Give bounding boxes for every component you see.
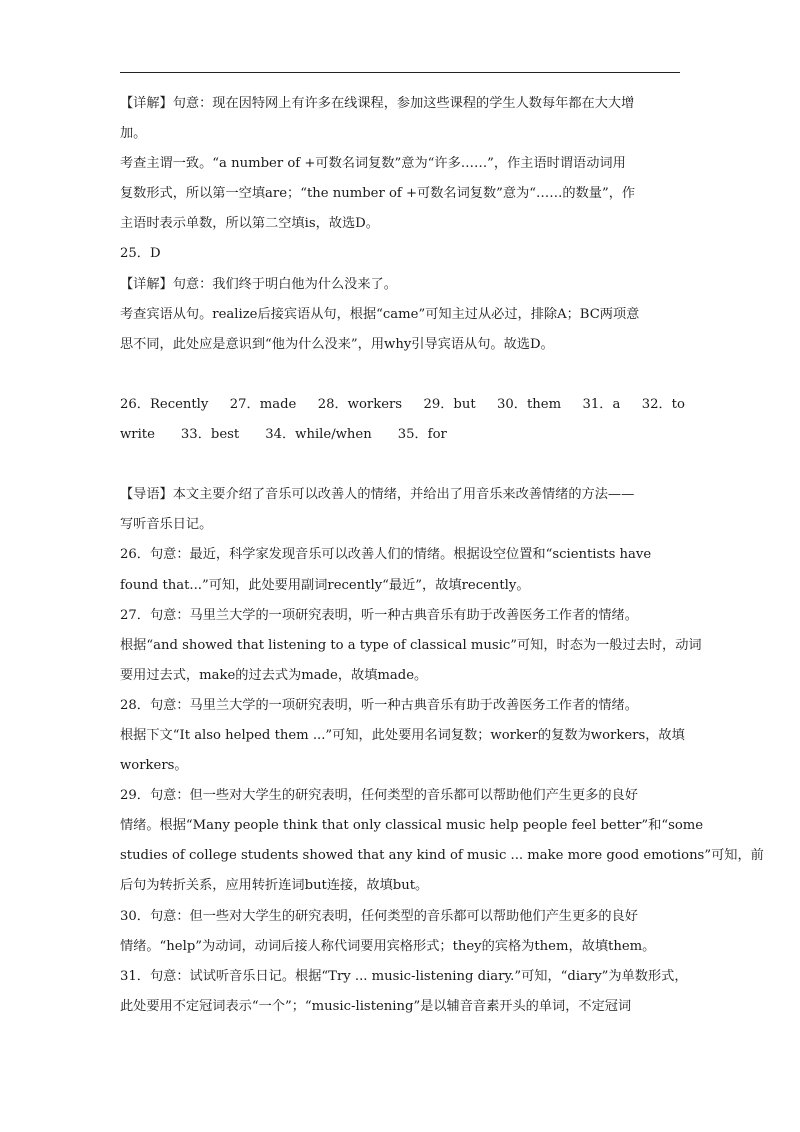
text-line: 26．句意：最近，科学家发现音乐可以改善人们的情绪。根据设空位置和“scientists have (120, 547, 652, 563)
text-line: studies of college students showed that any kind of music ... make more good emotions”可知，前 (120, 848, 764, 864)
text-line: 27．句意：马里兰大学的一项研究表明，听一种古典音乐有助于改善医务工作者的情绪。 (120, 607, 638, 623)
text-line: 加。 (120, 126, 147, 142)
answer-27: 27．made (229, 396, 297, 412)
answer-32: 32．to (641, 396, 685, 412)
text-line: 情绪。“help”为动词，动词后接人称代词要用宾格形式；they的宾格为them，故填them。 (120, 938, 656, 954)
text-line: 根据下文“It also helped them ...”可知，此处要用名词复数；worker的复数为workers，故填 (120, 727, 685, 743)
text-line: 【详解】句意：我们终于明白他为什么没来了。 (120, 276, 397, 292)
answer-32-cont: write (120, 427, 155, 443)
text-line: 主语时表示单数，所以第二空填is，故选D。 (120, 216, 379, 232)
text-line: 考查主谓一致。“a number of +可数名词复数”意为“许多……”，作主语时谓语动词用 (120, 156, 626, 172)
text-line: 28．句意：马里兰大学的一项研究表明，听一种古典音乐有助于改善医务工作者的情绪。 (120, 697, 638, 713)
answer-29: 29．but (423, 396, 476, 412)
answer-31: 31．a (582, 396, 621, 412)
answer-row-1 (120, 390, 685, 420)
explanation-section-2 (120, 480, 764, 1022)
text-line: 情绪。根据“Many people think that only classical music help people feel better”和“some (120, 818, 704, 834)
text-line: workers。 (120, 758, 188, 774)
text-line: 后句为转折关系，应用转折连词but连接，故填but。 (120, 878, 429, 894)
text-line: 【导语】本文主要介绍了音乐可以改善人的情绪，并给出了用音乐来改善情绪的方法—— (120, 487, 635, 503)
spacer (120, 360, 685, 390)
text-line: 此处要用不定冠词表示“一个”；“music-listening”是以辅音音素开头的单词，不定冠词 (120, 998, 632, 1014)
answer-34: 34．while/when (265, 427, 372, 443)
spacer (120, 450, 685, 480)
text-line: 【详解】句意：现在因特网上有许多在线课程，参加这些课程的学生人数每年都在大大增 (120, 96, 635, 111)
document-body (120, 89, 764, 1022)
answer-25: 25．D (120, 246, 161, 262)
answer-key (120, 390, 685, 450)
text-line: 30．句意：但一些对大学生的研究表明，任何类型的音乐都可以帮助他们产生更多的良好 (120, 908, 638, 924)
text-line: 根据“and showed that listening to a type of classical music”可知，时态为一般过去时，动词 (120, 637, 702, 653)
text-line: 考查宾语从句。realize后接宾语从句，根据“came”可知主过从必过，排除A；BC两项意 (120, 306, 640, 322)
explanation-section-1 (120, 89, 685, 360)
text-line: 29．句意：但一些对大学生的研究表明，任何类型的音乐都可以帮助他们产生更多的良好 (120, 788, 638, 804)
text-line: 写听音乐日记。 (120, 517, 213, 533)
text-line: 要用过去式，make的过去式为made，故填made。 (120, 667, 428, 683)
text-line: 31．句意：试试听音乐日记。根据“Try ... music-listening diary.”可知，“diary”为单数形式， (120, 968, 688, 984)
answer-28: 28．workers (317, 396, 403, 412)
text-line: 思不同，此处应是意识到“他为什么没来”，用why引导宾语从句。故选D。 (120, 336, 554, 352)
text-line: 复数形式，所以第一空填are；“the number of +可数名词复数”意为“……的数量”，作 (120, 186, 636, 202)
answer-26: 26．Recently (120, 396, 209, 412)
answer-33: 33．best (180, 427, 240, 443)
answer-35: 35．for (397, 427, 447, 443)
answer-30: 30．them (497, 396, 562, 412)
text-line: found that...”可知，此处要用副词recently“最近”，故填recently。 (120, 577, 530, 593)
answer-row-2 (120, 420, 685, 450)
header-rule (120, 72, 680, 73)
